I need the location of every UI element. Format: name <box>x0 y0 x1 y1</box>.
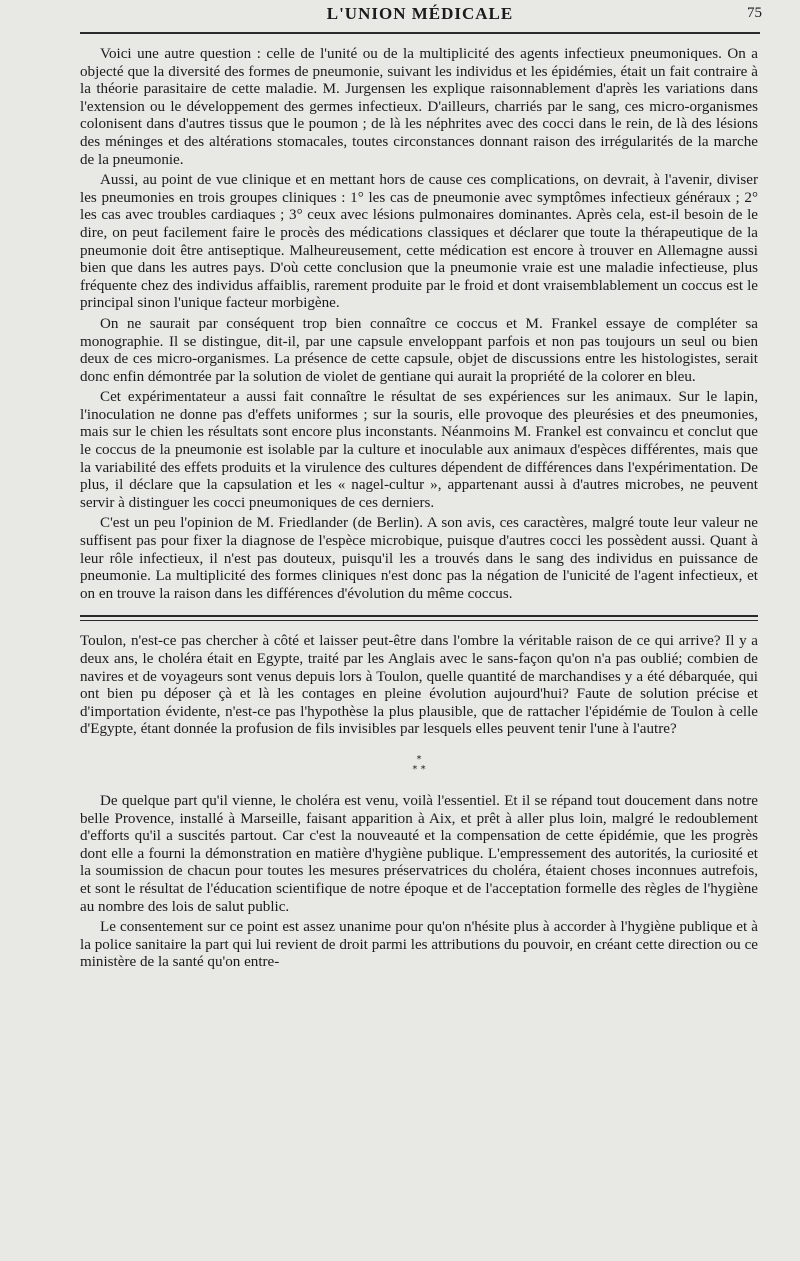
article-section-cholera <box>80 633 758 972</box>
paragraph: Toulon, n'est-ce pas chercher à côté et laisser peut-être dans l'ombre la véritable raison de ce qui arrive? Il y a deux ans, le choléra était en Egypte, traité par les Anglais avec le sans-façon qu'on n'a pas oublié; combien de navires et de voyageurs sont venus depuis lors à Toulon, quelle quantité de marchandises y a été débarquée, qui ont bien pu déposer çà et là les contages en pleine évolution aujourd'hui? Faute de solution précise et d'importation évidente, n'est-ce pas l'hypothèse la plus plausible, que de rattacher l'épidémie de Toulon à celle d'Egypte, étant donnée la profusion de fils invisibles par lesquels elles peuvent tenir l'une à l'autre? <box>80 633 758 738</box>
paragraph: On ne saurait par conséquent trop bien connaître ce coccus et M. Frankel essaye de compléter sa monographie. Il se distingue, dit-il, par une capsule enveloppant parfois et non pas toujours un seul ou bien deux de ces micro-organismes. La présence de cette capsule, objet de discussions entre les histologistes, serait donc enfin démontrée par la solution de violet de gentiane qui aurait la propriété de la colorer en bleu. <box>80 315 758 385</box>
article-section-pneumonia <box>80 46 758 603</box>
paragraph: Le consentement sur ce point est assez unanime pour qu'on n'hésite plus à accorder à l'hygiène publique et à la police sanitaire la part qui lui revient de droit parmi les attributions du pouvoir, en créant cette direction ou ce ministère de la santé qu'on entre- <box>80 919 758 971</box>
running-title: L'UNION MÉDICALE <box>326 4 514 23</box>
paragraph: C'est un peu l'opinion de M. Friedlander (de Berlin). A son avis, ces caractères, malgré toute leur valeur ne suffisent pas pour fixer la diagnose de l'espèce microbique, puisque d'autres cocci les possèdent aussi. Quant à leur rôle infectieux, il n'est pas douteux, puisqu'il les a trouvés dans le sang des individus en puissance de pneumonie. La multiplicité des formes cliniques n'est donc pas la négation de l'unicité de l'agent infectieux, et on en trouve la raison dans les différences d'évolution du même coccus. <box>80 515 758 602</box>
asterism-top: * <box>416 753 422 765</box>
paragraph: Cet expérimentateur a aussi fait connaître le résultat de ses expériences sur les animaux. Sur le lapin, l'inoculation ne donne pas d'effets uniformes ; sur la souris, elle provoque des pleurésies et des pneumonies, mais sur le chien les résultats sont encore plus inconstants. Néanmoins M. Frankel est convaincu et conclut que le coccus de la pneumonie est isolable par la culture et inoculable aux animaux d'espèces différentes, mais que la variabilité des effets produits et la virulence des cultures dépendent de différences dans l'expérimentation. De plus, il déclare que la capsulation et les « nagel-cultur », appartenant aussi à d'autres microbes, ne peuvent servir à distinguer les cocci pneumoniques de ces derniers. <box>80 389 758 511</box>
section-divider-thin <box>80 620 758 621</box>
page-header <box>80 0 760 34</box>
section-divider <box>80 615 758 617</box>
page-number: 75 <box>747 5 762 21</box>
asterism-separator <box>80 755 758 775</box>
paragraph: De quelque part qu'il vienne, le choléra est venu, voilà l'essentiel. Et il se répand tout doucement dans notre belle Provence, installé à Marseille, faisant apparition à Aix, et prêt à aller plus loin, malgré le redoublement d'efforts qu'il a suscités partout. Car c'est la nouveauté et la compensation de cette épidémie, que les progrès dont elle a fourni la démonstration en matière d'hygiène publique. L'empressement des autorités, la curiosité et la soumission de chacun pour toutes les mesures préservatrices du choléra, étaient choses inconnues autrefois, et sont le résultat de l'éducation scientifique de notre époque et de l'acceptation formelle des règles de l'hygiène au nombre des lois de salut public. <box>80 792 758 915</box>
paragraph: Voici une autre question : celle de l'unité ou de la multiplicité des agents infectieux pneumoniques. On a objecté que la diversité des formes de pneumonie, suivant les individus et les épidémies, était un fait contraire à la théorie parasitaire de cette maladie. M. Jurgensen les explique raisonnablement d'après les variations dans l'extension ou le développement des germes infectieux. D'ailleurs, charriés par le sang, ces micro-organismes colonisent dans d'autres tissus que le poumon ; de là les néphrites avec des cocci dans le rein, de là des lésions des méninges et des altérations stomacales, toutes circonstances donnant raison des irrégularités de la marche de la pneumonie. <box>80 46 758 168</box>
paragraph: Aussi, au point de vue clinique et en mettant hors de cause ces complications, on devrait, à l'avenir, diviser les pneumonies en trois groupes cliniques : 1° les cas de pneumonie avec symptômes infectieux généraux ; 2° les cas avec troubles cardiaques ; 3° ceux avec lésions pulmonaires dominantes. Après cela, est-il besoin de le dire, on peut facilement faire le procès des médications classiques et déclarer que toute la thérapeutique de la pneumonie doit être antiseptique. Malheureusement, cette médication est encore à trouver en Allemagne aussi bien que dans les autres pays. D'où cette conclusion que la pneumonie vraie est une maladie infectieuse, plus fréquente chez des individus affaiblis, rarement produite par le froid et dont vraisemblablement un coccus est le principal sinon l'unique facteur morbigène. <box>80 172 758 312</box>
asterism-bottom: * * <box>412 763 426 775</box>
